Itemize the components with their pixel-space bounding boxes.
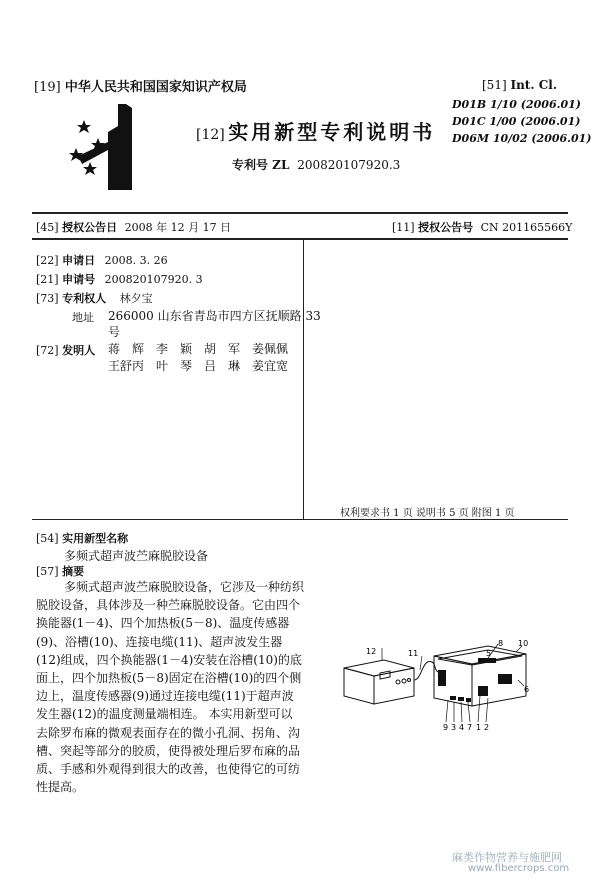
watermark-title: 麻类作物营养与施肥网 [452, 851, 562, 864]
figure-label: 8 [498, 639, 504, 648]
abstract-line: 性提高。 [36, 780, 85, 795]
grant-number: CN 201165566Y [480, 221, 573, 234]
inventors-line-2: 王舒丙 叶 琴 吕 琳 姜宜宽 [108, 359, 289, 373]
patentee-line: [73] 专利权人 林夕宝 [36, 292, 153, 305]
utility-model-title: 多频式超声波苎麻脱胶设备 [64, 549, 209, 563]
doc-type-line [196, 116, 435, 145]
office-name: 中华人民共和国国家知识产权局 [64, 80, 247, 95]
abstract-line: 面上，四个加热板(5－8)固定在浴槽(10)的四个侧 [36, 671, 302, 686]
inventors-line: [72] 发明人 [36, 344, 96, 357]
doc-type-code: [12] [196, 127, 225, 143]
transducer [458, 697, 464, 701]
figure-label: 6 [524, 685, 530, 694]
abstract-line: 脱胶设备，具体涉及一种苎麻脱胶设备。它由四个 [36, 598, 301, 613]
patentee: 林夕宝 [119, 292, 153, 305]
patent-number-label: 专利号 ZL [232, 158, 290, 172]
office-line [34, 76, 247, 95]
figure-label: 7 [467, 723, 473, 732]
abstract-line: 槽、突起等部分的胶质，使得被处理后罗布麻的品 [36, 743, 301, 758]
filing-date-line: [22] 申请日 2008. 3. 26 [36, 254, 168, 267]
filing-date: 2008. 3. 26 [104, 254, 168, 267]
figure-label: 3 [451, 723, 457, 732]
divider-mid [32, 519, 568, 520]
application-number-line: [21] 申请号 200820107920. 3 [36, 273, 203, 286]
heating-plate [478, 686, 488, 696]
grant-date-line: [45] 授权公告日 2008 年 12 月 17 日 [36, 221, 232, 234]
transducer [466, 698, 471, 702]
office-code: [19] [34, 80, 61, 95]
figure-label: 12 [366, 647, 377, 656]
figure-label: 11 [408, 649, 419, 658]
intcl-item: D01C 1/00 (2006.01) [452, 115, 581, 128]
abstract-line: (12)组成，四个换能器(1－4)安装在浴槽(10)的底 [36, 652, 302, 667]
address-line-2: 号 [108, 325, 121, 339]
divider-top [32, 212, 568, 214]
heating-plate [438, 670, 446, 686]
ultrasonic-generator [344, 660, 414, 704]
heating-plate [478, 658, 496, 663]
watermark-url: www.fibercrops.com [468, 863, 570, 874]
doc-type-title: 实用新型专利说明书 [228, 120, 436, 144]
intcl-label: Int. Cl. [510, 78, 557, 92]
intcl-code: [51] [482, 78, 507, 92]
sipo-emblem [68, 102, 140, 194]
column-divider [303, 239, 304, 519]
apparatus-figure [338, 640, 534, 732]
intcl-list [452, 96, 592, 147]
intcl-item: D01B 1/10 (2006.01) [452, 98, 581, 111]
application-number: 200820107920. 3 [104, 273, 203, 286]
inventors-line-1: 蒋 辉 李 颖 胡 军 姜佩佩 [108, 342, 289, 356]
abstract-text [36, 578, 305, 796]
abstract-line: 发生器(12)的温度测量端相连。 本实用新型可以 [36, 707, 293, 722]
abstract-line: (9)、浴槽(10)、连接电缆(11)、超声波发生器 [36, 634, 283, 649]
figure-label: 5 [486, 649, 492, 658]
patent-number-line [232, 156, 400, 173]
figure-label: 10 [518, 639, 529, 648]
patent-number: 200820107920.3 [297, 158, 401, 172]
grant-number-line: [11] 授权公告号 CN 201165566Y [392, 221, 573, 234]
title-section-header: [54] 实用新型名称 [36, 532, 129, 545]
abstract-line: 换能器(1－4)、四个加热板(5－8)、温度传感器 [36, 616, 290, 631]
grant-date: 2008 年 12 月 17 日 [124, 221, 232, 234]
abstract-header: [57] 摘要 [36, 565, 85, 578]
page-counts: 权利要求书 1 页 说明书 5 页 附图 1 页 [340, 508, 515, 519]
abstract-line: 多频式超声波苎麻脱胶设备，它涉及一种纺织 [64, 580, 305, 594]
address-label: 地址 [72, 311, 94, 324]
address-line-1: 266000 山东省青岛市四方区抚顺路 33 [108, 309, 321, 323]
abstract-line: 边上，温度传感器(9)通过连接电缆(11)于超声波 [36, 689, 294, 704]
figure-label: 9 [443, 723, 449, 732]
transducer [450, 696, 456, 700]
figure-label: 4 [459, 723, 465, 732]
abstract-line: 去除罗布麻的微观表面存在的微小孔洞、拐角、沟 [36, 725, 301, 740]
heating-plate [498, 674, 512, 684]
intcl-item: D06M 10/02 (2006.01) [452, 132, 592, 145]
intcl-header [482, 78, 557, 92]
abstract-line: 质、手感和外观得到很大的改善，也使得它的可纺 [36, 762, 301, 777]
figure-label: 2 [484, 723, 490, 732]
figure-label: 1 [476, 723, 482, 732]
divider-grant [32, 238, 568, 240]
